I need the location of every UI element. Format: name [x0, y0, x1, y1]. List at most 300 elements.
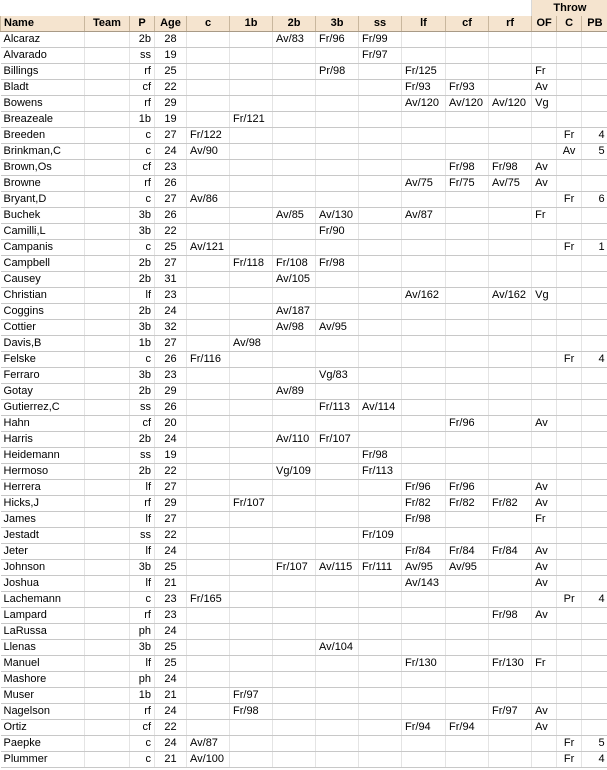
- cell-c[interactable]: [557, 32, 582, 48]
- cell-age[interactable]: 19: [155, 112, 187, 128]
- player-row[interactable]: [1, 304, 607, 320]
- player-row[interactable]: [1, 400, 607, 416]
- cell-c[interactable]: Fr: [557, 736, 582, 752]
- cell-age[interactable]: 24: [155, 704, 187, 720]
- cell-of[interactable]: [532, 688, 557, 704]
- cell-of[interactable]: Av: [532, 80, 557, 96]
- cell-c[interactable]: Av/90: [187, 144, 230, 160]
- cell-1b[interactable]: [230, 416, 273, 432]
- cell-2b[interactable]: [273, 288, 316, 304]
- cell-3b[interactable]: [316, 112, 359, 128]
- cell-name[interactable]: Llenas: [1, 640, 85, 656]
- cell-pb[interactable]: 5: [582, 736, 607, 752]
- cell-lf[interactable]: Fr/84: [402, 544, 446, 560]
- cell-age[interactable]: 31: [155, 272, 187, 288]
- cell-c[interactable]: [557, 288, 582, 304]
- cell-2b[interactable]: [273, 576, 316, 592]
- cell-team[interactable]: [85, 336, 130, 352]
- cell-2b[interactable]: [273, 496, 316, 512]
- cell-c[interactable]: [187, 368, 230, 384]
- cell-pb[interactable]: [582, 720, 607, 736]
- cell-p[interactable]: c: [130, 752, 155, 768]
- cell-lf[interactable]: [402, 704, 446, 720]
- cell-3b[interactable]: [316, 544, 359, 560]
- cell-2b[interactable]: [273, 736, 316, 752]
- cell-c[interactable]: [557, 400, 582, 416]
- cell-age[interactable]: 20: [155, 416, 187, 432]
- cell-p[interactable]: 2b: [130, 464, 155, 480]
- column-header-c[interactable]: C: [557, 16, 582, 32]
- cell-age[interactable]: 29: [155, 96, 187, 112]
- cell-age[interactable]: 29: [155, 384, 187, 400]
- cell-pb[interactable]: [582, 496, 607, 512]
- cell-age[interactable]: 26: [155, 400, 187, 416]
- cell-team[interactable]: [85, 640, 130, 656]
- cell-of[interactable]: Av: [532, 720, 557, 736]
- cell-c[interactable]: [557, 496, 582, 512]
- cell-p[interactable]: lf: [130, 544, 155, 560]
- cell-lf[interactable]: Av/87: [402, 208, 446, 224]
- cell-age[interactable]: 23: [155, 288, 187, 304]
- cell-1b[interactable]: [230, 528, 273, 544]
- cell-of[interactable]: [532, 112, 557, 128]
- cell-lf[interactable]: Fr/93: [402, 80, 446, 96]
- cell-c[interactable]: [557, 176, 582, 192]
- cell-cf[interactable]: [446, 320, 489, 336]
- cell-pb[interactable]: [582, 32, 607, 48]
- player-row[interactable]: [1, 480, 607, 496]
- cell-lf[interactable]: [402, 736, 446, 752]
- cell-name[interactable]: Cottier: [1, 320, 85, 336]
- cell-2b[interactable]: [273, 368, 316, 384]
- cell-ss[interactable]: [359, 640, 402, 656]
- cell-c[interactable]: [187, 688, 230, 704]
- cell-team[interactable]: [85, 224, 130, 240]
- cell-lf[interactable]: [402, 528, 446, 544]
- cell-lf[interactable]: [402, 240, 446, 256]
- cell-2b[interactable]: [273, 672, 316, 688]
- cell-age[interactable]: 24: [155, 624, 187, 640]
- cell-c[interactable]: [187, 544, 230, 560]
- cell-3b[interactable]: [316, 608, 359, 624]
- cell-team[interactable]: [85, 496, 130, 512]
- cell-cf[interactable]: [446, 336, 489, 352]
- cell-c[interactable]: [187, 656, 230, 672]
- player-row[interactable]: [1, 288, 607, 304]
- cell-of[interactable]: Av: [532, 704, 557, 720]
- cell-team[interactable]: [85, 688, 130, 704]
- cell-team[interactable]: [85, 624, 130, 640]
- cell-c[interactable]: [557, 560, 582, 576]
- player-row[interactable]: [1, 656, 607, 672]
- cell-c[interactable]: [557, 304, 582, 320]
- cell-cf[interactable]: [446, 32, 489, 48]
- cell-name[interactable]: Breazeale: [1, 112, 85, 128]
- column-header-name[interactable]: Name: [1, 16, 85, 32]
- cell-c[interactable]: [557, 416, 582, 432]
- cell-rf[interactable]: [489, 528, 532, 544]
- cell-lf[interactable]: [402, 752, 446, 768]
- cell-rf[interactable]: [489, 32, 532, 48]
- cell-3b[interactable]: [316, 464, 359, 480]
- cell-lf[interactable]: Av/162: [402, 288, 446, 304]
- cell-rf[interactable]: Fr/98: [489, 160, 532, 176]
- cell-ss[interactable]: [359, 416, 402, 432]
- cell-3b[interactable]: Av/95: [316, 320, 359, 336]
- cell-ss[interactable]: [359, 368, 402, 384]
- column-header-rf[interactable]: rf: [489, 16, 532, 32]
- cell-2b[interactable]: [273, 336, 316, 352]
- cell-age[interactable]: 27: [155, 336, 187, 352]
- cell-p[interactable]: 3b: [130, 640, 155, 656]
- cell-ss[interactable]: [359, 288, 402, 304]
- cell-1b[interactable]: [230, 176, 273, 192]
- cell-p[interactable]: cf: [130, 160, 155, 176]
- cell-age[interactable]: 27: [155, 192, 187, 208]
- cell-2b[interactable]: [273, 160, 316, 176]
- player-row[interactable]: [1, 352, 607, 368]
- cell-cf[interactable]: [446, 400, 489, 416]
- cell-pb[interactable]: 1: [582, 240, 607, 256]
- cell-3b[interactable]: Vg/83: [316, 368, 359, 384]
- cell-1b[interactable]: Fr/97: [230, 688, 273, 704]
- cell-pb[interactable]: [582, 368, 607, 384]
- cell-of[interactable]: Fr: [532, 208, 557, 224]
- cell-2b[interactable]: [273, 64, 316, 80]
- cell-of[interactable]: Av: [532, 576, 557, 592]
- cell-2b[interactable]: Av/98: [273, 320, 316, 336]
- cell-1b[interactable]: [230, 320, 273, 336]
- cell-p[interactable]: c: [130, 592, 155, 608]
- cell-pb[interactable]: [582, 336, 607, 352]
- column-header-cf[interactable]: cf: [446, 16, 489, 32]
- cell-p[interactable]: 2b: [130, 432, 155, 448]
- cell-team[interactable]: [85, 400, 130, 416]
- cell-age[interactable]: 22: [155, 80, 187, 96]
- cell-name[interactable]: Felske: [1, 352, 85, 368]
- cell-ss[interactable]: [359, 272, 402, 288]
- cell-pb[interactable]: [582, 512, 607, 528]
- cell-rf[interactable]: [489, 272, 532, 288]
- cell-1b[interactable]: Fr/107: [230, 496, 273, 512]
- cell-cf[interactable]: Fr/96: [446, 416, 489, 432]
- cell-age[interactable]: 22: [155, 464, 187, 480]
- cell-p[interactable]: rf: [130, 704, 155, 720]
- cell-team[interactable]: [85, 288, 130, 304]
- cell-of[interactable]: [532, 368, 557, 384]
- cell-1b[interactable]: [230, 240, 273, 256]
- cell-c[interactable]: [187, 672, 230, 688]
- cell-p[interactable]: cf: [130, 416, 155, 432]
- cell-ss[interactable]: [359, 224, 402, 240]
- cell-p[interactable]: ss: [130, 400, 155, 416]
- cell-name[interactable]: Campanis: [1, 240, 85, 256]
- cell-c[interactable]: [557, 272, 582, 288]
- cell-pb[interactable]: [582, 400, 607, 416]
- cell-1b[interactable]: [230, 224, 273, 240]
- cell-p[interactable]: rf: [130, 64, 155, 80]
- cell-of[interactable]: Av: [532, 160, 557, 176]
- cell-of[interactable]: [532, 624, 557, 640]
- cell-cf[interactable]: [446, 640, 489, 656]
- cell-p[interactable]: lf: [130, 288, 155, 304]
- cell-c[interactable]: [557, 624, 582, 640]
- cell-name[interactable]: Billings: [1, 64, 85, 80]
- cell-cf[interactable]: [446, 704, 489, 720]
- player-row[interactable]: [1, 32, 607, 48]
- cell-2b[interactable]: [273, 416, 316, 432]
- cell-name[interactable]: Heidemann: [1, 448, 85, 464]
- cell-1b[interactable]: [230, 656, 273, 672]
- cell-p[interactable]: 2b: [130, 384, 155, 400]
- cell-cf[interactable]: [446, 208, 489, 224]
- cell-rf[interactable]: [489, 720, 532, 736]
- cell-1b[interactable]: Fr/121: [230, 112, 273, 128]
- cell-3b[interactable]: [316, 496, 359, 512]
- cell-lf[interactable]: [402, 400, 446, 416]
- cell-c[interactable]: [557, 656, 582, 672]
- cell-lf[interactable]: Av/95: [402, 560, 446, 576]
- cell-rf[interactable]: [489, 672, 532, 688]
- cell-team[interactable]: [85, 432, 130, 448]
- cell-cf[interactable]: [446, 752, 489, 768]
- cell-ss[interactable]: [359, 80, 402, 96]
- cell-rf[interactable]: [489, 240, 532, 256]
- cell-3b[interactable]: Fr/90: [316, 224, 359, 240]
- cell-rf[interactable]: [489, 192, 532, 208]
- column-header-age[interactable]: Age: [155, 16, 187, 32]
- cell-lf[interactable]: [402, 256, 446, 272]
- cell-1b[interactable]: Fr/98: [230, 704, 273, 720]
- cell-p[interactable]: c: [130, 144, 155, 160]
- player-row[interactable]: [1, 416, 607, 432]
- cell-c[interactable]: [187, 320, 230, 336]
- cell-lf[interactable]: [402, 608, 446, 624]
- cell-ss[interactable]: [359, 128, 402, 144]
- cell-pb[interactable]: [582, 432, 607, 448]
- cell-1b[interactable]: [230, 304, 273, 320]
- cell-ss[interactable]: Fr/109: [359, 528, 402, 544]
- cell-1b[interactable]: [230, 48, 273, 64]
- cell-p[interactable]: 3b: [130, 320, 155, 336]
- cell-ss[interactable]: Fr/97: [359, 48, 402, 64]
- cell-team[interactable]: [85, 256, 130, 272]
- cell-of[interactable]: Fr: [532, 64, 557, 80]
- cell-pb[interactable]: 5: [582, 144, 607, 160]
- cell-3b[interactable]: Fr/96: [316, 32, 359, 48]
- cell-p[interactable]: c: [130, 128, 155, 144]
- cell-lf[interactable]: [402, 336, 446, 352]
- cell-lf[interactable]: Fr/130: [402, 656, 446, 672]
- cell-cf[interactable]: [446, 672, 489, 688]
- cell-1b[interactable]: [230, 544, 273, 560]
- cell-c[interactable]: [187, 304, 230, 320]
- cell-2b[interactable]: [273, 400, 316, 416]
- cell-1b[interactable]: [230, 192, 273, 208]
- cell-pb[interactable]: 4: [582, 352, 607, 368]
- player-row[interactable]: [1, 320, 607, 336]
- cell-name[interactable]: Alvarado: [1, 48, 85, 64]
- cell-name[interactable]: Camilli,L: [1, 224, 85, 240]
- cell-2b[interactable]: Av/85: [273, 208, 316, 224]
- player-row[interactable]: [1, 112, 607, 128]
- player-row[interactable]: [1, 704, 607, 720]
- cell-pb[interactable]: [582, 464, 607, 480]
- cell-name[interactable]: Mashore: [1, 672, 85, 688]
- cell-3b[interactable]: [316, 736, 359, 752]
- cell-p[interactable]: rf: [130, 608, 155, 624]
- cell-team[interactable]: [85, 480, 130, 496]
- cell-c[interactable]: [187, 112, 230, 128]
- cell-team[interactable]: [85, 160, 130, 176]
- cell-p[interactable]: 2b: [130, 256, 155, 272]
- cell-pb[interactable]: [582, 672, 607, 688]
- cell-c[interactable]: Av: [557, 144, 582, 160]
- cell-cf[interactable]: [446, 656, 489, 672]
- player-row[interactable]: [1, 144, 607, 160]
- cell-age[interactable]: 27: [155, 480, 187, 496]
- cell-of[interactable]: [532, 256, 557, 272]
- cell-lf[interactable]: Av/143: [402, 576, 446, 592]
- cell-cf[interactable]: [446, 368, 489, 384]
- cell-of[interactable]: [532, 128, 557, 144]
- cell-c[interactable]: [187, 48, 230, 64]
- cell-cf[interactable]: [446, 448, 489, 464]
- cell-lf[interactable]: [402, 272, 446, 288]
- cell-ss[interactable]: [359, 256, 402, 272]
- cell-rf[interactable]: Fr/82: [489, 496, 532, 512]
- cell-age[interactable]: 25: [155, 240, 187, 256]
- cell-c[interactable]: [557, 112, 582, 128]
- cell-name[interactable]: Hicks,J: [1, 496, 85, 512]
- cell-lf[interactable]: [402, 224, 446, 240]
- cell-c[interactable]: [557, 688, 582, 704]
- cell-c[interactable]: [187, 32, 230, 48]
- cell-rf[interactable]: [489, 432, 532, 448]
- cell-of[interactable]: [532, 192, 557, 208]
- cell-3b[interactable]: [316, 528, 359, 544]
- cell-lf[interactable]: [402, 384, 446, 400]
- column-header-lf[interactable]: lf: [402, 16, 446, 32]
- cell-rf[interactable]: Fr/98: [489, 608, 532, 624]
- cell-age[interactable]: 24: [155, 144, 187, 160]
- cell-team[interactable]: [85, 752, 130, 768]
- cell-2b[interactable]: [273, 656, 316, 672]
- cell-c[interactable]: [557, 544, 582, 560]
- cell-of[interactable]: [532, 144, 557, 160]
- cell-cf[interactable]: Fr/82: [446, 496, 489, 512]
- cell-name[interactable]: Lachemann: [1, 592, 85, 608]
- cell-3b[interactable]: [316, 192, 359, 208]
- cell-pb[interactable]: [582, 112, 607, 128]
- cell-cf[interactable]: [446, 512, 489, 528]
- cell-age[interactable]: 32: [155, 320, 187, 336]
- cell-rf[interactable]: [489, 64, 532, 80]
- cell-team[interactable]: [85, 384, 130, 400]
- cell-1b[interactable]: [230, 608, 273, 624]
- cell-lf[interactable]: [402, 640, 446, 656]
- player-row[interactable]: [1, 464, 607, 480]
- cell-1b[interactable]: [230, 576, 273, 592]
- cell-pb[interactable]: [582, 176, 607, 192]
- cell-name[interactable]: Coggins: [1, 304, 85, 320]
- player-row[interactable]: [1, 272, 607, 288]
- cell-p[interactable]: lf: [130, 480, 155, 496]
- cell-p[interactable]: c: [130, 352, 155, 368]
- cell-rf[interactable]: [489, 128, 532, 144]
- cell-of[interactable]: [532, 592, 557, 608]
- cell-pb[interactable]: [582, 624, 607, 640]
- cell-name[interactable]: Johnson: [1, 560, 85, 576]
- cell-rf[interactable]: [489, 368, 532, 384]
- cell-age[interactable]: 28: [155, 32, 187, 48]
- cell-of[interactable]: [532, 736, 557, 752]
- cell-c[interactable]: [557, 528, 582, 544]
- cell-cf[interactable]: [446, 112, 489, 128]
- cell-name[interactable]: Harris: [1, 432, 85, 448]
- cell-name[interactable]: Jeter: [1, 544, 85, 560]
- cell-age[interactable]: 29: [155, 496, 187, 512]
- cell-team[interactable]: [85, 32, 130, 48]
- cell-c[interactable]: [187, 608, 230, 624]
- cell-2b[interactable]: [273, 240, 316, 256]
- cell-pb[interactable]: [582, 224, 607, 240]
- cell-rf[interactable]: Fr/130: [489, 656, 532, 672]
- cell-2b[interactable]: Av/105: [273, 272, 316, 288]
- cell-3b[interactable]: [316, 512, 359, 528]
- cell-name[interactable]: Manuel: [1, 656, 85, 672]
- cell-cf[interactable]: [446, 576, 489, 592]
- cell-1b[interactable]: [230, 160, 273, 176]
- cell-lf[interactable]: [402, 112, 446, 128]
- cell-rf[interactable]: [489, 688, 532, 704]
- cell-c[interactable]: [187, 464, 230, 480]
- cell-pb[interactable]: [582, 288, 607, 304]
- cell-c[interactable]: [557, 384, 582, 400]
- cell-3b[interactable]: Fr/107: [316, 432, 359, 448]
- cell-pb[interactable]: 6: [582, 192, 607, 208]
- cell-2b[interactable]: [273, 688, 316, 704]
- player-row[interactable]: [1, 224, 607, 240]
- cell-cf[interactable]: Fr/84: [446, 544, 489, 560]
- throw-group-header[interactable]: Throw: [532, 0, 607, 16]
- cell-1b[interactable]: [230, 400, 273, 416]
- cell-team[interactable]: [85, 352, 130, 368]
- cell-name[interactable]: Causey: [1, 272, 85, 288]
- cell-team[interactable]: [85, 560, 130, 576]
- cell-lf[interactable]: [402, 688, 446, 704]
- cell-p[interactable]: 2b: [130, 272, 155, 288]
- cell-ss[interactable]: [359, 672, 402, 688]
- cell-p[interactable]: lf: [130, 576, 155, 592]
- cell-3b[interactable]: [316, 144, 359, 160]
- cell-cf[interactable]: [446, 192, 489, 208]
- cell-ss[interactable]: [359, 320, 402, 336]
- cell-p[interactable]: cf: [130, 80, 155, 96]
- cell-1b[interactable]: [230, 464, 273, 480]
- cell-c[interactable]: [557, 464, 582, 480]
- cell-c[interactable]: [557, 576, 582, 592]
- cell-of[interactable]: [532, 464, 557, 480]
- column-header-2b[interactable]: 2b: [273, 16, 316, 32]
- cell-team[interactable]: [85, 720, 130, 736]
- cell-name[interactable]: Brinkman,C: [1, 144, 85, 160]
- cell-pb[interactable]: [582, 384, 607, 400]
- cell-name[interactable]: Gutierrez,C: [1, 400, 85, 416]
- cell-name[interactable]: Hahn: [1, 416, 85, 432]
- cell-rf[interactable]: [489, 752, 532, 768]
- cell-c[interactable]: [187, 272, 230, 288]
